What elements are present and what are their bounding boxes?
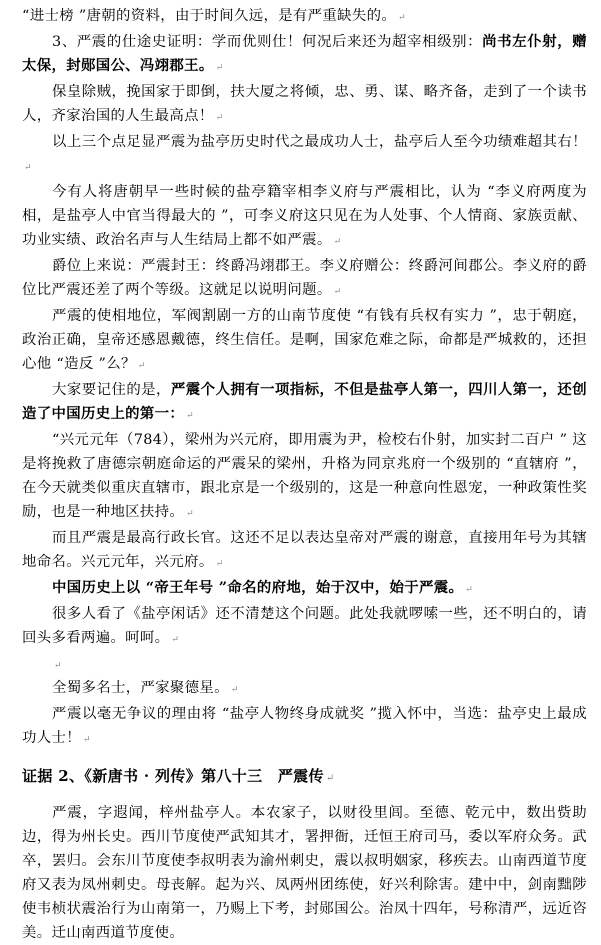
bold-text-run: 严震个人拥有一项指标，不但是盐亭人第一，四川人第一，还创造了中国历史上的第一： (22, 381, 587, 422)
paragraph (22, 80, 587, 130)
paragraph-mark-icon: ↵ (325, 773, 335, 784)
paragraph-mark-icon: ↵ (186, 411, 195, 421)
text-run: “兴元元年（784），梁州为兴元府，即用震为尹，检校右仆射，加实封二百户 ” 这是将挽救了唐德宗朝庭命运的严震呆的梁州，升格为同京兆府一个级别的 “直辖府 ”，在今天就类似重庆直辖市，跟北京是一个级别的，这是一种意向性恩宠，一种政策性奖励，也是一种地区扶持。 (22, 432, 587, 520)
paragraph-mark-icon: ↵ (82, 735, 91, 745)
paragraph-mark-icon: ↵ (465, 585, 474, 595)
document-body (22, 4, 587, 752)
paragraph (22, 602, 587, 652)
paragraph-mark-icon: ↵ (333, 237, 342, 247)
text-run: 严震以毫无争议的理由将 “盐亭人物终身成就奖 ”揽入怀中，当选：盐亭史上最成功人士！ (22, 706, 587, 746)
spacer (22, 791, 587, 801)
paragraph (22, 130, 587, 180)
bio-paragraph-text: 严震，字遐闻，梓州盐亭人。本农家子，以财役里闾。至德、乾元中，数出赀助边，得为州长史。西川节度使严武知其才，署押衙，迁恒王府司马，委以军府众务。武卒，罢归。会东川节度使李叔明表为渝州刺史，震以叔明姻家，移疾去。山南西道节度府又表为凤州刺史。母丧解。起为兴、凤两州团练使，好兴利除害。建中中，剑南黜陟使韦桢状震治行为山南第一，乃赐上下考，封郧国公。治凤十四年，号称清严，远近咨美。迁山南西道节度使。 (22, 805, 587, 941)
paragraph (22, 378, 587, 428)
paragraph (22, 4, 587, 30)
section-heading-text: 证据 2、《新唐书 · 列传》第八十三 严震传 (22, 767, 324, 785)
text-run: 今有人将唐朝早一些时候的盐亭籍宰相李义府与严震相比，认为 “李义府两度为相，是盐亭人中官当得最大的 ”，可李义府这只见在为人处事、个人情商、家族贡献、功业实绩、政治名声与人生结局上都不如严震。 (22, 184, 587, 248)
paragraph-mark-icon: ↵ (230, 685, 239, 695)
text-run: 以上三个点足显严震为盐亭历史时代之最成功人士，盐亭后人至今功绩难超其右！ (52, 134, 587, 150)
paragraph (22, 304, 587, 378)
text-run: 全蜀多名士，严家聚德星。 (52, 680, 229, 696)
paragraph-mark-icon: ↵ (215, 113, 224, 123)
text-run: 严震的使相地位，军阀割剧一方的山南节度使 “有钱有兵权有实力 ”，忠于朝庭，政治正确，皇帝还感恩戴德，终生信任。是啊，国家危难之际，命都是严城救的，还担心他 “造反 ”么？ (22, 308, 587, 372)
paragraph (22, 676, 587, 702)
paragraph-mark-icon: ↵ (24, 163, 32, 173)
paragraph (22, 702, 587, 752)
paragraph-mark-icon: ↵ (215, 63, 224, 73)
text-run: 大家要记住的是， (52, 382, 171, 398)
text-run: 3、严震的仕途史证明：学而优则仕！何况后来还为超宰相级别： (52, 34, 483, 50)
paragraph (22, 254, 587, 304)
text-run: 而且严震是最高行政长官。这还不足以表达皇帝对严震的谢意，直接用年号为其辖地命名。兴元元年，兴元府。 (22, 530, 587, 570)
paragraph (22, 180, 587, 254)
text-run: 很多人看了《盐亭闲话》还不清楚这个问题。此处我就啰嗦一些，还不明白的，请回头多看两遍。呵呵。 (22, 606, 587, 646)
bold-text-run: 中国历史上以 “帝王年号 ”命名的府地，始于汉中，始于严震。 (52, 579, 464, 596)
paragraph-mark-icon: ↵ (54, 661, 62, 671)
text-run: 爵位上来说：严震封王：终爵冯翊郡王。李义府赠公：终爵河间郡公。李义府的爵位比严震还差了两个等级。这就足以说明问题。 (22, 258, 587, 298)
paragraph-mark-icon: ↵ (333, 287, 342, 297)
paragraph-mark-icon: ↵ (137, 361, 146, 371)
paragraph-mark-icon: ↵ (398, 13, 407, 23)
paragraph (22, 30, 587, 80)
paragraph (22, 652, 587, 676)
bio-paragraph (22, 801, 587, 945)
paragraph (22, 576, 587, 602)
section-heading (22, 764, 587, 791)
paragraph-mark-icon: ↵ (186, 509, 195, 519)
paragraph-mark-icon: ↵ (215, 559, 224, 569)
paragraph-mark-icon: ↵ (171, 635, 180, 645)
text-run: 保皇除贼，挽国家于即倒，扶大厦之将倾，忠、勇、谋、略齐备，走到了一个读书人，齐家治国的人生最高点！ (22, 84, 587, 124)
bold-text-run: 尚书左仆射，赠太保，封郧国公、冯翊郡王。 (22, 33, 587, 74)
text-run: “进士榜 ”唐朝的资料，由于时间久远，是有严重缺失的。 (22, 8, 397, 24)
paragraph (22, 428, 587, 526)
paragraph (22, 526, 587, 576)
